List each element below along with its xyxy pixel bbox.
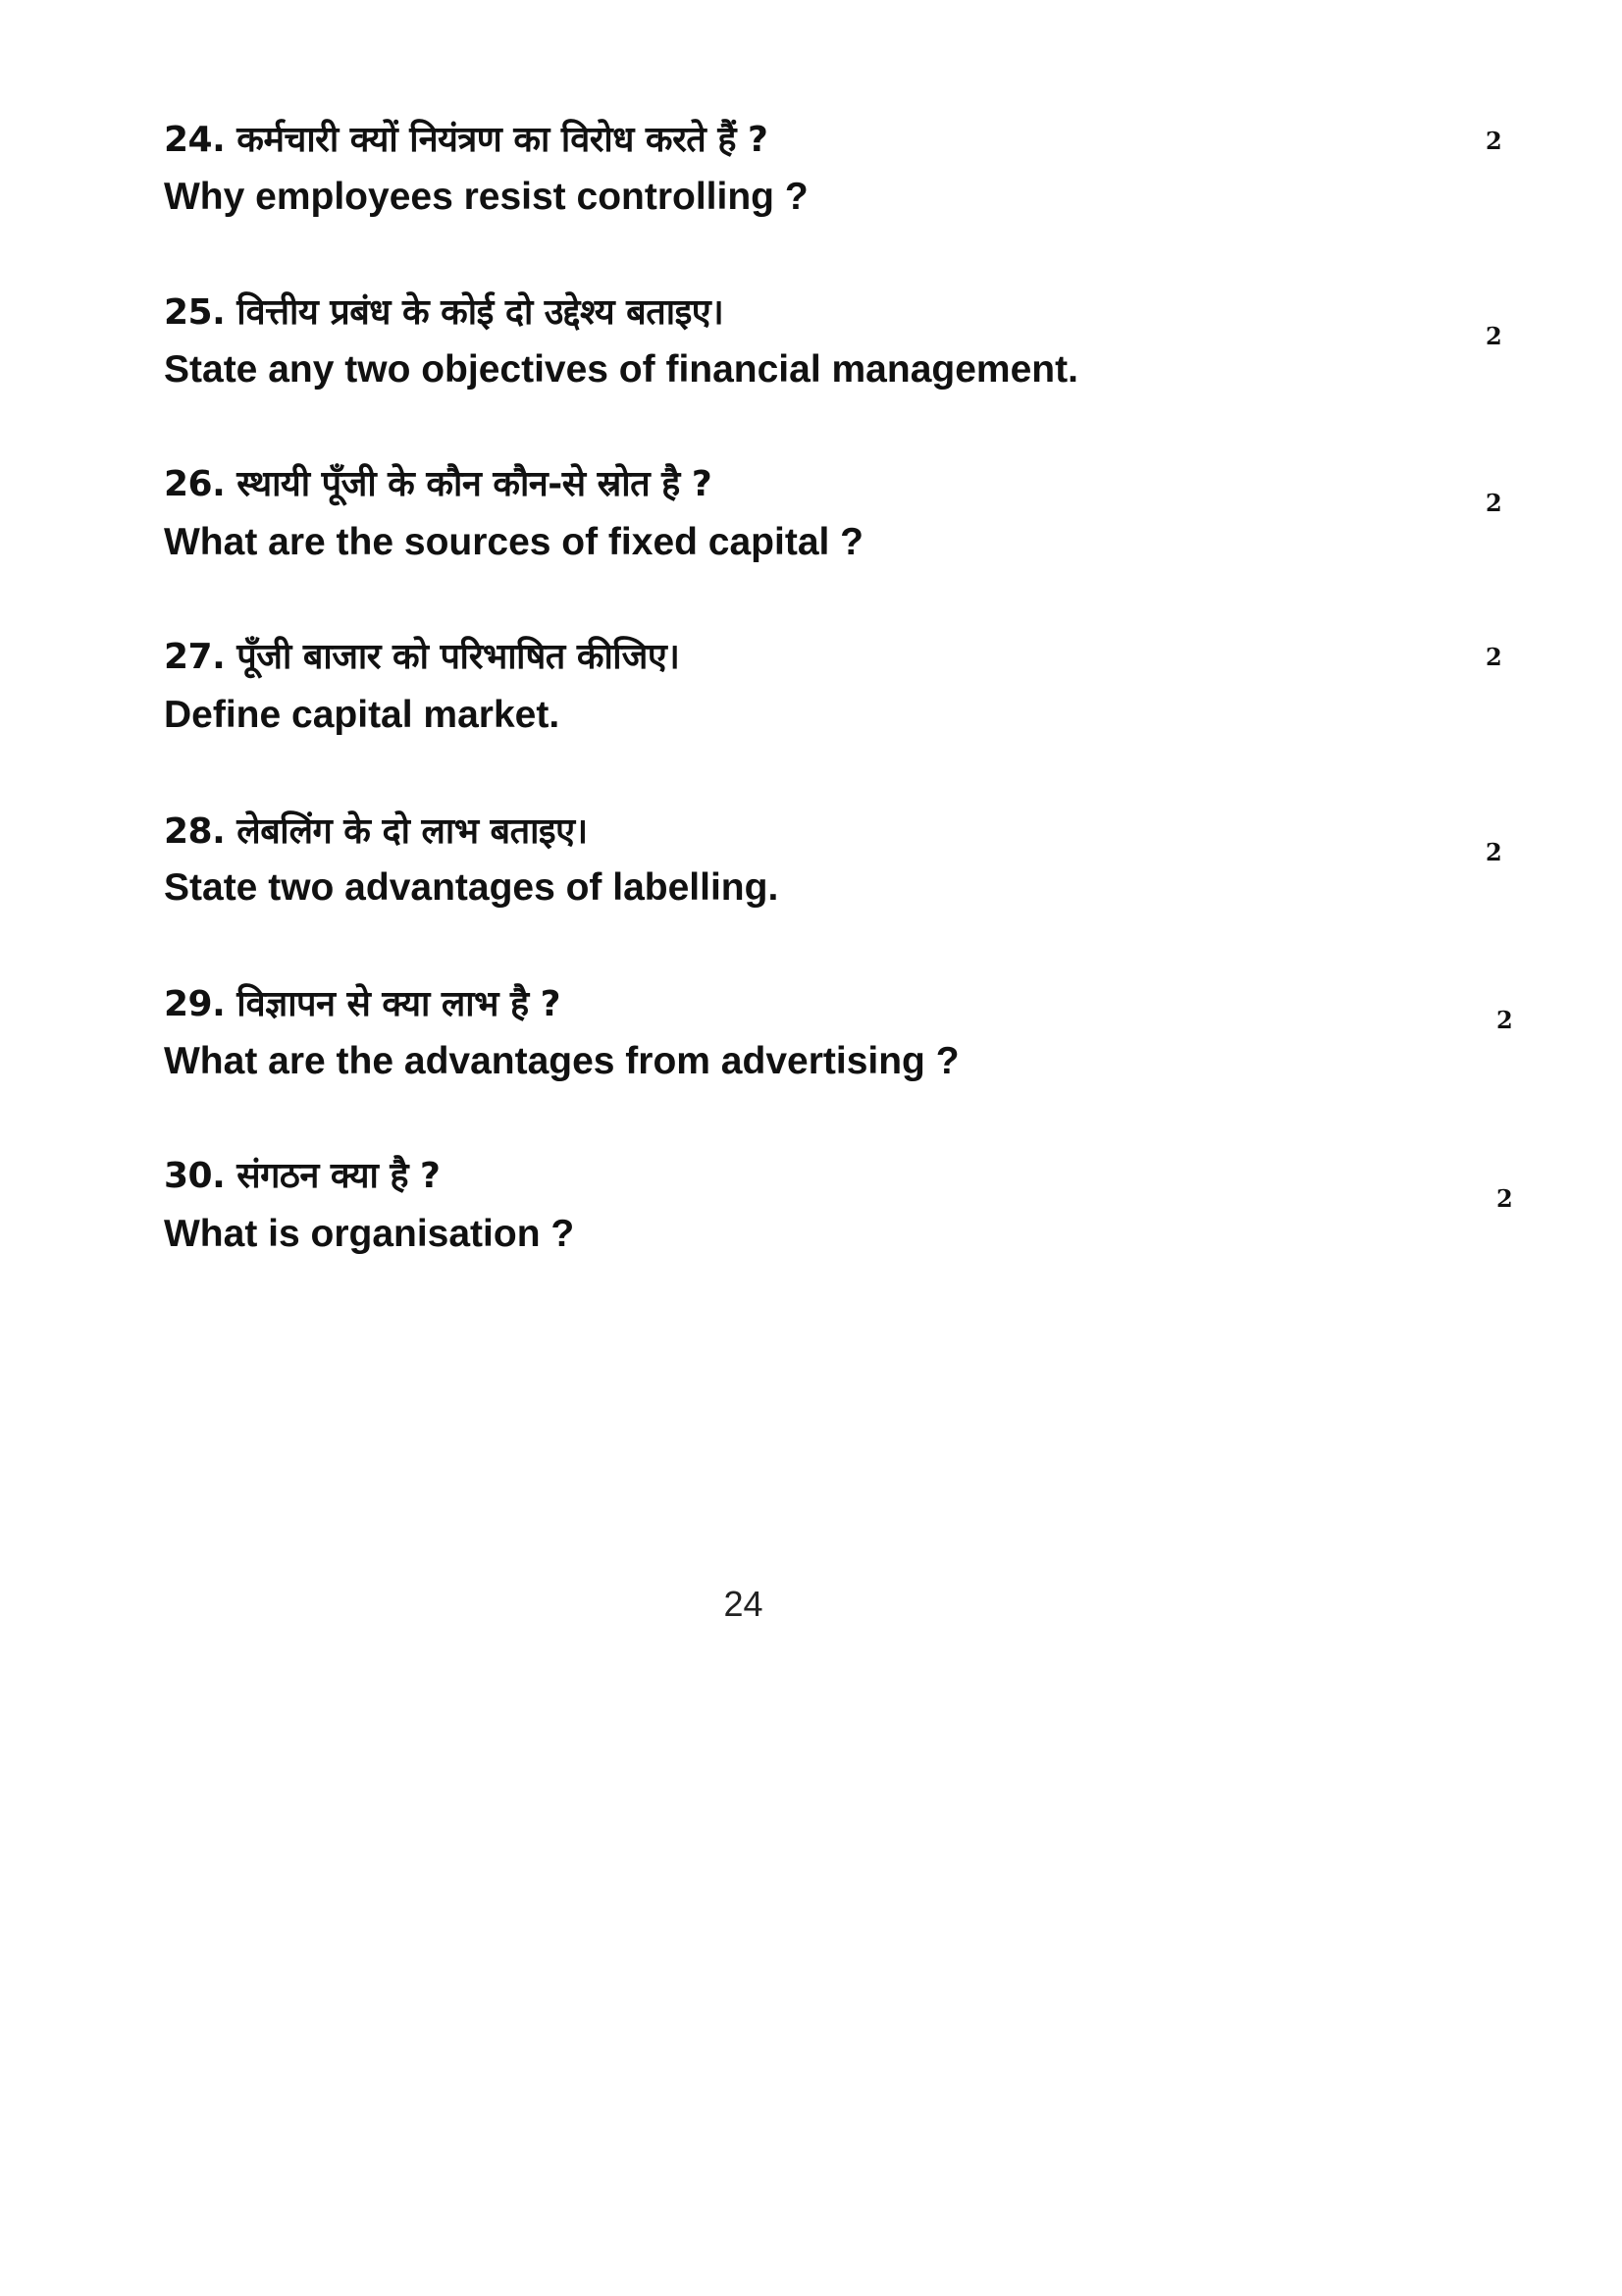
question-english: What are the sources of fixed capital ?	[164, 521, 864, 563]
question-english: State two advantages of labelling.	[164, 866, 779, 909]
question-marks: 2	[1486, 643, 1502, 671]
question-hindi: 26. स्थायी पूँजी के कौन कौन-से स्रोत है ?	[164, 464, 712, 504]
question-marks: 2	[1496, 1006, 1513, 1034]
question-hindi: 27. पूँजी बाजार को परिभाषित कीजिए।	[164, 637, 680, 677]
question-english: State any two objectives of financial management.	[164, 348, 1078, 391]
question-hindi: 25. वित्तीय प्रबंध के कोई दो उद्देश्य बताइए।	[164, 292, 724, 333]
question-marks: 2	[1486, 838, 1502, 866]
page-number: 24	[723, 1584, 763, 1624]
question-english: What is organisation ?	[164, 1213, 575, 1255]
question-hindi: 30. संगठन क्या है ?	[164, 1156, 441, 1196]
question-hindi: 24. कर्मचारी क्यों नियंत्रण का विरोध करते हैं ?	[164, 120, 768, 160]
question-marks: 2	[1496, 1184, 1513, 1213]
question-english: What are the advantages from advertising ?	[164, 1040, 960, 1082]
question-marks: 2	[1486, 322, 1502, 350]
question-hindi: 29. विज्ञापन से क्या लाभ है ?	[164, 984, 560, 1024]
question-marks: 2	[1486, 127, 1502, 155]
question-marks: 2	[1486, 489, 1502, 517]
question-english: Why employees resist controlling ?	[164, 176, 809, 218]
question-hindi: 28. लेबलिंग के दो लाभ बताइए।	[164, 811, 588, 852]
question-english: Define capital market.	[164, 694, 560, 736]
